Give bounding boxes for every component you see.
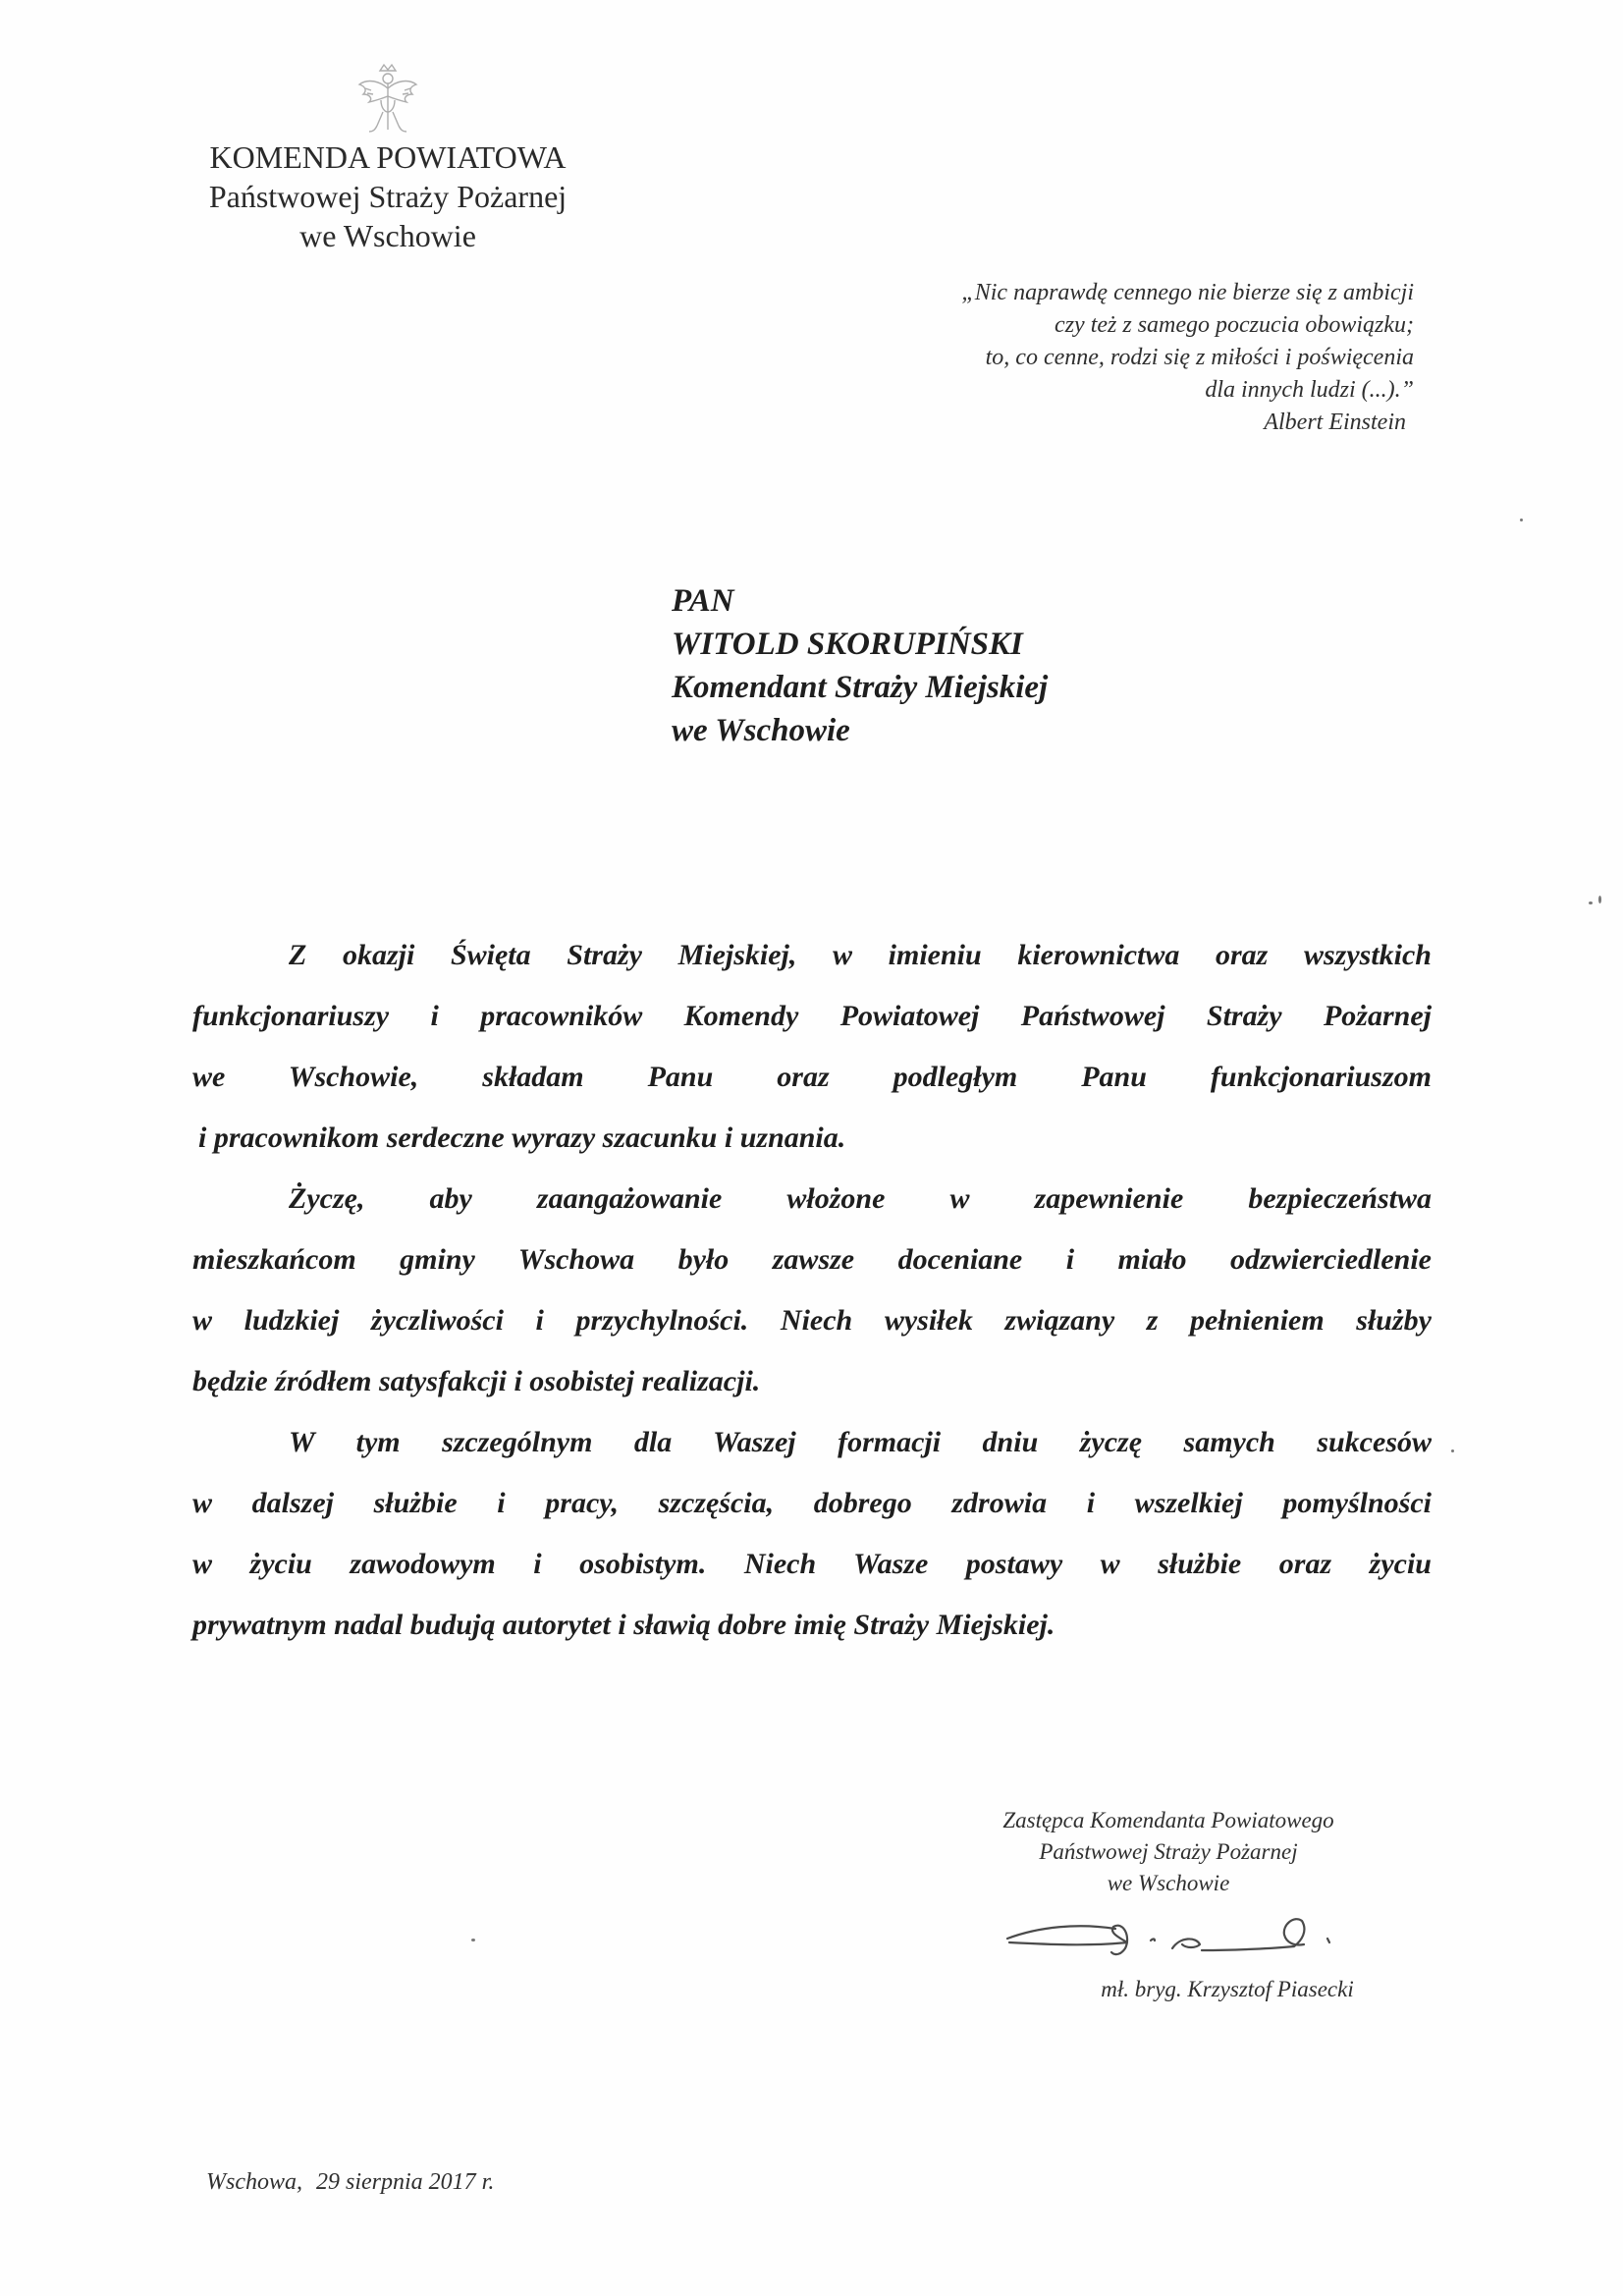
handwritten-signature <box>1000 1897 1373 1976</box>
addressee-position: Komendant Straży Miejskiej <box>672 670 1049 705</box>
signer-service: Państwowej Straży Pożarnej <box>1039 1839 1298 1864</box>
polish-eagle-emblem-icon <box>355 61 420 139</box>
scan-speck <box>1451 1449 1454 1452</box>
quote-line: „Nic naprawdę cennego nie bierze się z ambicji <box>961 280 1414 305</box>
addressee-block <box>672 579 1048 752</box>
scan-speck <box>471 1939 475 1941</box>
issuer-location: we Wschowie <box>299 218 476 253</box>
quote-line: to, co cenne, rodzi się z miłości i poświęcenia <box>985 345 1414 370</box>
body-line: w dalszej służbie i pracy, szczęścia, dobrego zdrowia i wszelkiej pomyślności <box>192 1487 1432 1519</box>
motto-quote <box>746 277 1414 439</box>
quote-author: Albert Einstein <box>1264 410 1406 435</box>
body-line: w życiu zawodowym i osobistym. Niech Wasze postawy w służbie oraz życiu <box>192 1548 1432 1580</box>
addressee-salutation: PAN <box>672 583 734 619</box>
body-line: prywatnym nadal budują autorytet i sławią dobre imię Straży Miejskiej. <box>192 1609 1055 1641</box>
issuer-header <box>147 137 628 255</box>
body-paragraph <box>192 925 1432 1169</box>
scan-speck <box>1598 896 1601 903</box>
body-paragraph <box>192 1412 1432 1656</box>
scan-speck <box>1589 902 1593 904</box>
body-line: będzie źródłem satysfakcji i osobistej realizacji. <box>192 1365 761 1397</box>
body-line: mieszkańcom gminy Wschowa było zawsze doceniane i miało odzwierciedlenie <box>192 1243 1432 1276</box>
signer-name: mł. bryg. Krzysztof Piasecki <box>1101 1977 1354 2001</box>
body-line: Z okazji Święta Straży Miejskiej, w imieniu kierownictwa oraz wszystkich <box>289 939 1432 971</box>
quote-line: dla innych ludzi (...).” <box>1205 377 1414 403</box>
date-place: Wschowa, <box>206 2169 302 2195</box>
signature-block <box>943 1805 1394 1899</box>
issuer-service: Państwowej Straży Pożarnej <box>208 179 568 214</box>
date-value: 29 sierpnia 2017 r. <box>316 2169 495 2195</box>
body-line: Życzę, aby zaangażowanie włożone w zapewnienie bezpieczeństwa <box>289 1182 1432 1215</box>
quote-line: czy też z samego poczucia obowiązku; <box>1055 312 1414 338</box>
addressee-place: we Wschowie <box>672 713 850 748</box>
body-line: funkcjonariuszy i pracowników Komendy Powiatowej Państwowej Straży Pożarnej <box>192 1000 1432 1032</box>
addressee-name: WITOLD SKORUPIŃSKI <box>672 627 1023 662</box>
letter-body <box>192 925 1432 1656</box>
body-line: i pracownikom serdeczne wyrazy szacunku i uznania. <box>198 1121 846 1154</box>
signer-location: we Wschowie <box>1107 1871 1230 1895</box>
body-line: we Wschowie, składam Panu oraz podległym Panu funkcjonariuszom <box>192 1061 1432 1093</box>
issuer-name: KOMENDA POWIATOWA <box>209 139 567 175</box>
scan-speck <box>1520 519 1523 521</box>
body-line: w ludzkiej życzliwości i przychylności. Niech wysiłek związany z pełnieniem służby <box>192 1304 1432 1337</box>
body-line: W tym szczególnym dla Waszej formacji dniu życzę samych sukcesów <box>289 1426 1432 1458</box>
letter-date <box>206 2166 494 2198</box>
signer-title: Zastępca Komendanta Powiatowego <box>1002 1808 1334 1832</box>
body-paragraph <box>192 1169 1432 1412</box>
